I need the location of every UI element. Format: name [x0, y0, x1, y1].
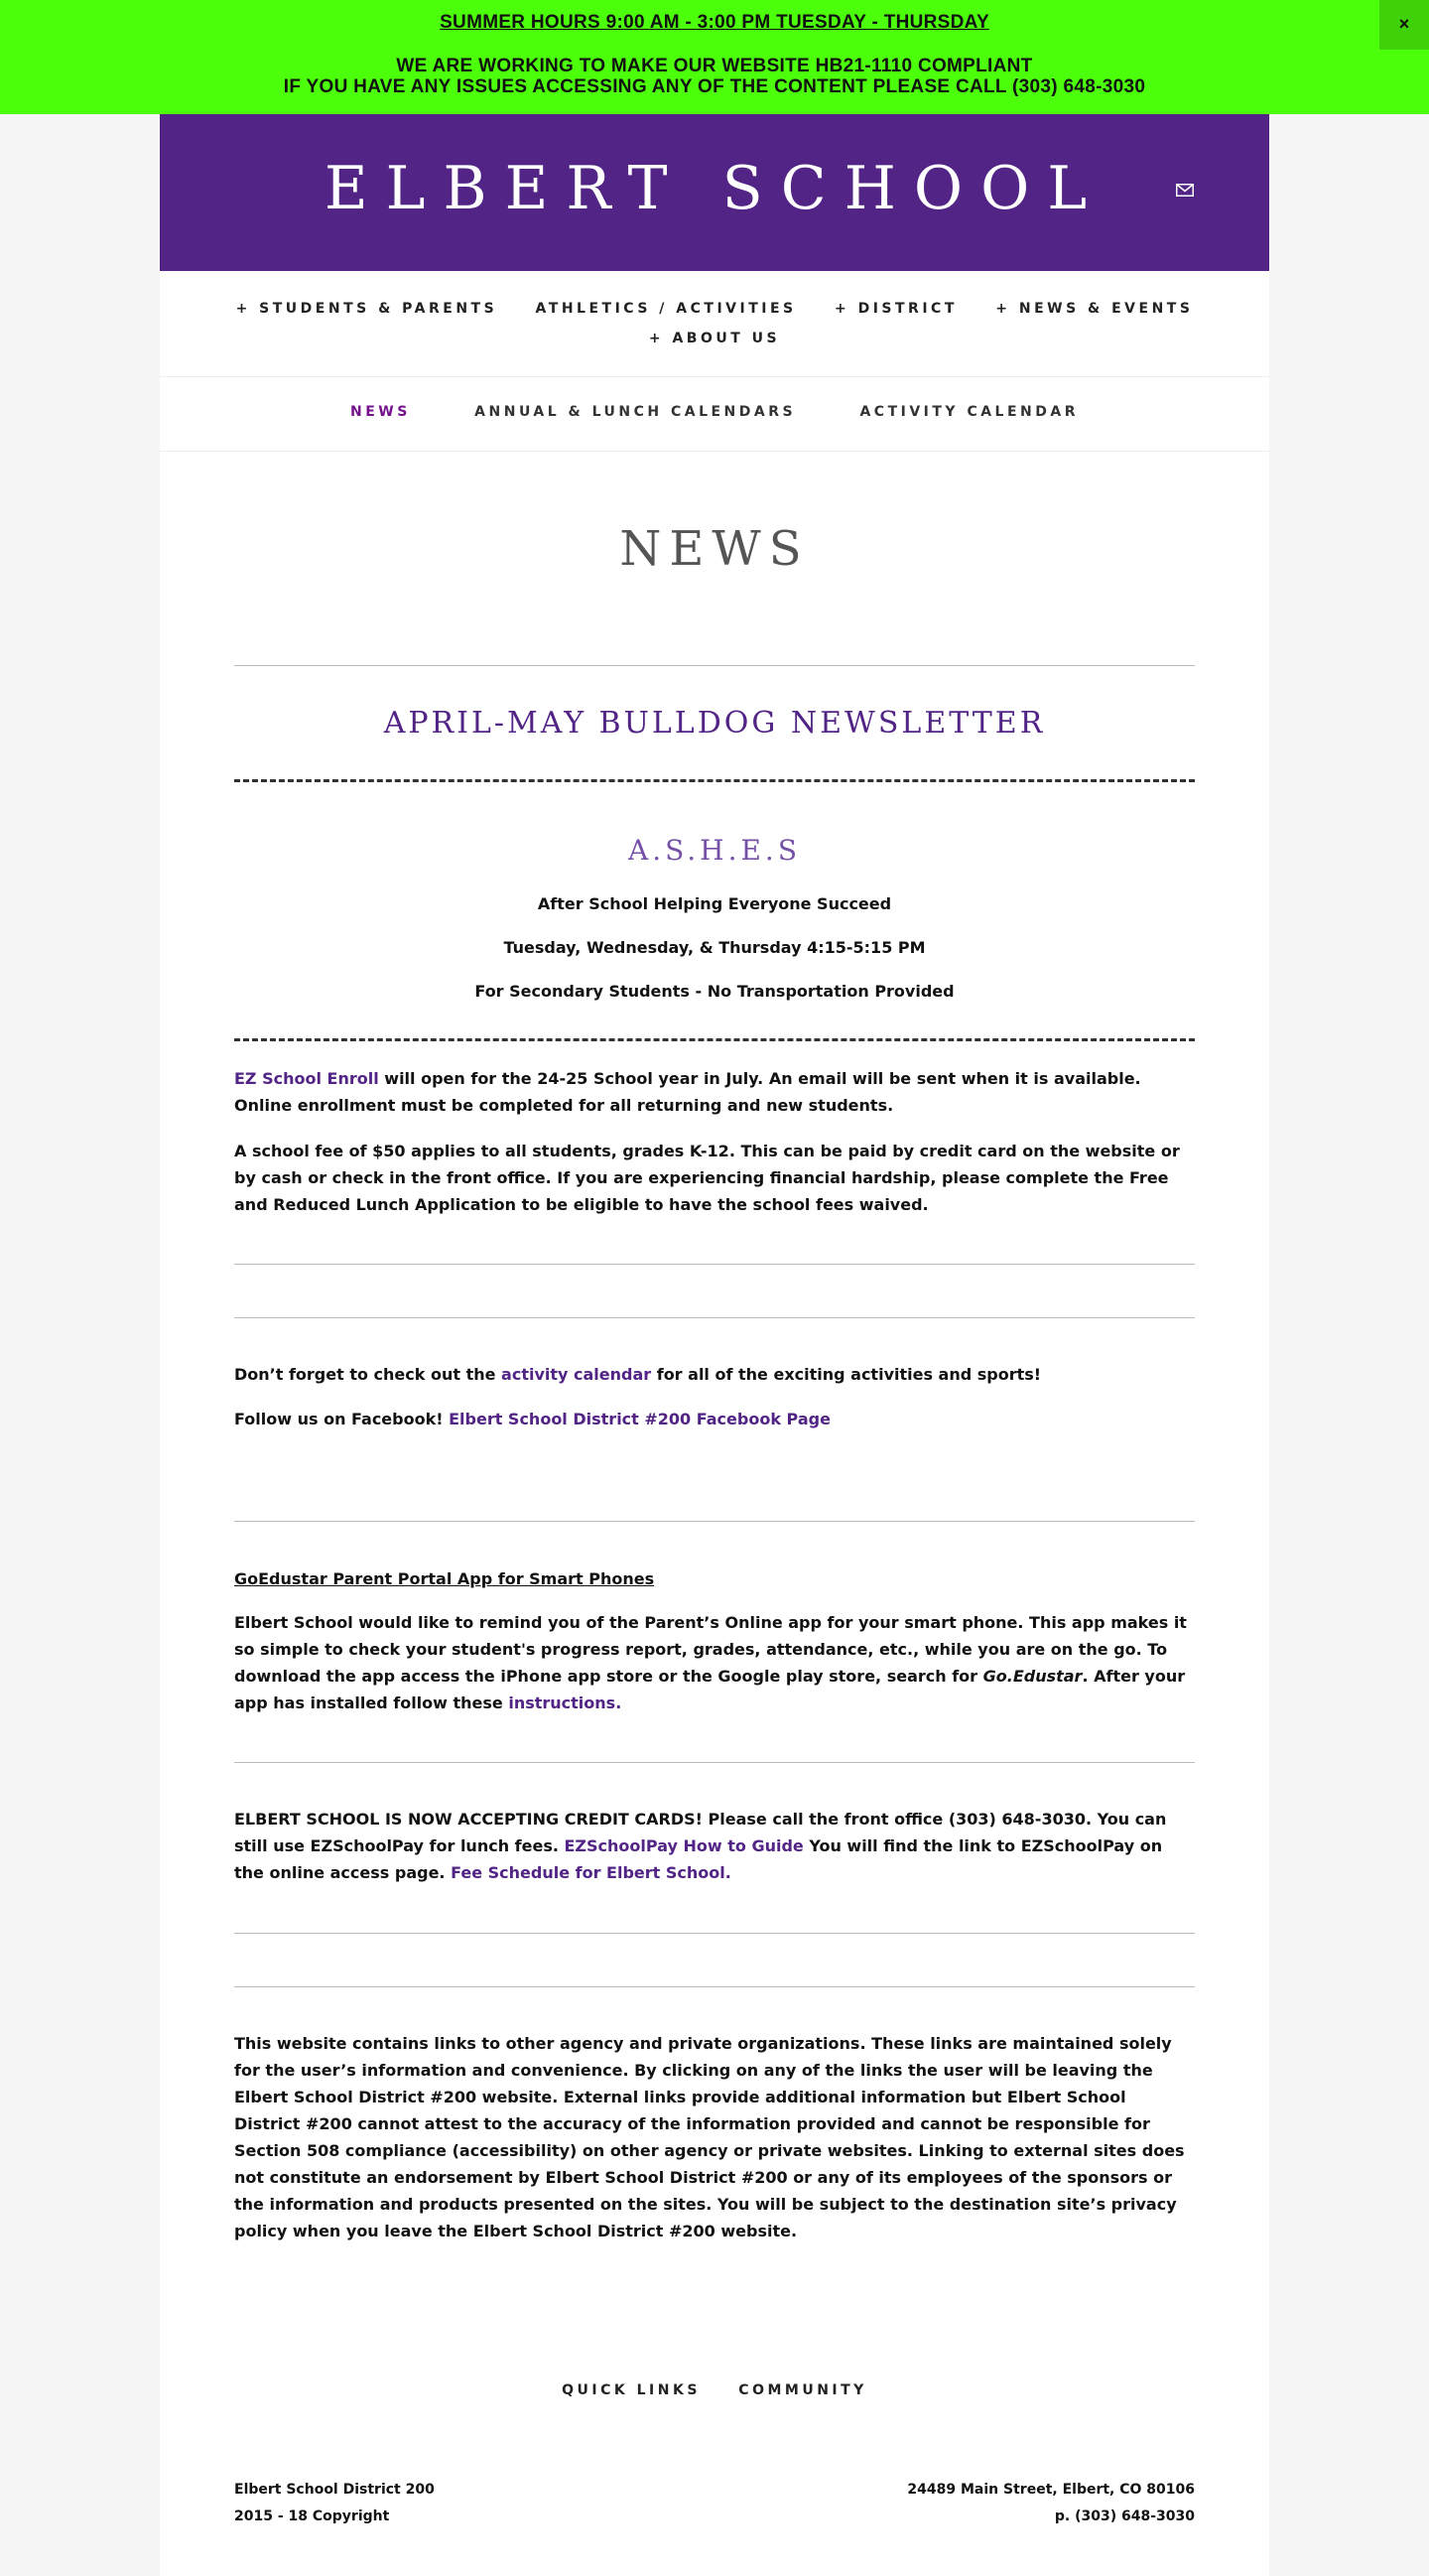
- activity-paragraph: [234, 1361, 1195, 1388]
- footer-right: [907, 2477, 1195, 2530]
- goedustar-heading: GoEdustar Parent Portal App for Smart Phones: [234, 1569, 655, 1588]
- compliance-notice-line2: IF YOU HAVE ANY ISSUES ACCESSING ANY OF THE CONTENT PLEASE CALL (303) 648-3030: [283, 76, 1146, 97]
- sub-nav-row: [160, 404, 1269, 420]
- site-header: [160, 114, 1269, 271]
- enroll-text: will open for the 24-25 School year in July. An email will be sent when it is available. Online enrollment must be completed for all returning and new students.: [234, 1069, 1141, 1115]
- disclaimer-paragraph: This website contains links to other agency and private organizations. These links are maintained solely for the user’s information and convenience. By clicking on any of the links the user will be leaving the Elbert School District #200 website. External links provide additional information but Elbert School District #200 cannot attest to the accuracy of the information provided and cannot be responsible for Section 508 compliance (accessibility) on other agency or private websites. Linking to external sites does not constitute an endorsement by Elbert School District #200 or any of its employees of the sponsors or the information and products presented on the sites. You will be subject to the destination site’s privacy policy when you leave the Elbert School District #200 website.: [234, 2034, 1185, 2240]
- subnav-item-annual-lunch-calendars[interactable]: ANNUAL & LUNCH CALENDARS: [474, 404, 797, 420]
- footer-address: 24489 Main Street, Elbert, CO 80106: [907, 2482, 1195, 2498]
- site-title[interactable]: ELBERT SCHOOL: [324, 154, 1105, 223]
- footer-copyright: 2015 - 18 Copyright: [234, 2508, 390, 2524]
- goedustar-end: .: [615, 1694, 622, 1712]
- goedustar-paragraph: [234, 1609, 1195, 1716]
- close-announcement-button[interactable]: ×: [1379, 0, 1429, 50]
- divider: [234, 1986, 1195, 1987]
- credit-text-2: You will find the link to EZSchoolPay on the online access page.: [234, 1836, 1163, 1882]
- nav-item-district[interactable]: + DISTRICT: [834, 301, 958, 317]
- footer-navigation: [160, 2382, 1269, 2398]
- activity-text-before: Don’t forget to check out the: [234, 1365, 502, 1384]
- page-container: [160, 114, 1269, 2576]
- fee-schedule-link[interactable]: Fee Schedule for Elbert School: [451, 1863, 725, 1882]
- ashes-line-1: After School Helping Everyone Succeed: [537, 894, 892, 913]
- nav-item-athletics-activities[interactable]: ATHLETICS / ACTIVITIES: [535, 301, 797, 317]
- divider: [234, 665, 1195, 666]
- divider: [234, 1933, 1195, 1934]
- activity-calendar-link[interactable]: activity calendar: [501, 1365, 652, 1384]
- credit-text-1: ELBERT SCHOOL IS NOW ACCEPTING CREDIT CARDS! Please call the front office (303) 648-3030. You can still use EZSchoolPay for lunch fees.: [234, 1810, 1167, 1855]
- dashed-divider: [234, 1038, 1195, 1041]
- subnav-item-activity-calendar[interactable]: ACTIVITY CALENDAR: [859, 404, 1079, 420]
- ashes-line-2: Tuesday, Wednesday, & Thursday 4:15-5:15 PM: [503, 938, 926, 957]
- sub-navigation: [160, 376, 1269, 452]
- compliance-notice-line1: WE ARE WORKING TO MAKE OUR WEBSITE HB21-1110 COMPLIANT: [396, 56, 1033, 76]
- nav-item-news-events[interactable]: + NEWS & EVENTS: [995, 301, 1194, 317]
- page-title: NEWS: [619, 521, 810, 577]
- facebook-text: Follow us on Facebook!: [234, 1410, 450, 1428]
- divider: [234, 1762, 1195, 1763]
- footer-left: [234, 2477, 435, 2530]
- envelope-icon[interactable]: [1176, 184, 1194, 197]
- divider: [234, 1317, 1195, 1318]
- enroll-paragraph: [234, 1065, 1195, 1119]
- summer-hours-text: SUMMER HOURS 9:00 AM - 3:00 PM TUESDAY - THURSDAY: [440, 12, 989, 33]
- announcement-bar: [0, 0, 1429, 114]
- main-nav-row-2: [160, 331, 1269, 346]
- nav-item-students-parents[interactable]: + STUDENTS & PARENTS: [235, 301, 498, 317]
- ezschoolpay-guide-link[interactable]: EZSchoolPay How to Guide: [564, 1836, 804, 1855]
- main-navigation: [160, 271, 1269, 377]
- facebook-page-link[interactable]: Elbert School District #200 Facebook Page: [449, 1410, 831, 1428]
- nav-item-about-us[interactable]: + ABOUT US: [648, 331, 781, 346]
- ez-school-enroll-link[interactable]: EZ School Enroll: [234, 1069, 379, 1088]
- goedustar-text-2: . After your app has installed follow these: [234, 1667, 1186, 1712]
- divider: [234, 1264, 1195, 1265]
- goedustar-text-1: Elbert School would like to remind you of the Parent’s Online app for your smart phone. This app makes it so simple to check your student's progress report, grades, attendance, etc., while you are on the go. To download the app access the iPhone app store or the Google play store, search for: [234, 1613, 1187, 1686]
- footer-district-name: Elbert School District 200: [234, 2482, 435, 2498]
- newsletter-link[interactable]: APRIL-MAY BULLDOG NEWSLETTER: [383, 706, 1046, 741]
- ashes-title: A.S.H.E.S: [627, 834, 802, 867]
- divider: [234, 1521, 1195, 1522]
- credit-end: .: [724, 1863, 731, 1882]
- ashes-line-3: For Secondary Students - No Transportation Provided: [474, 982, 955, 1001]
- footer-phone: p. (303) 648-3030: [1054, 2508, 1195, 2524]
- instructions-link[interactable]: instructions: [508, 1694, 616, 1712]
- activity-text-after: for all of the exciting activities and sports!: [651, 1365, 1042, 1384]
- footer-nav-community[interactable]: COMMUNITY: [738, 2382, 867, 2398]
- goedustar-app-name: Go.Edustar: [982, 1667, 1083, 1686]
- footer-nav-quick-links[interactable]: QUICK LINKS: [562, 2382, 701, 2398]
- dashed-divider: [234, 779, 1195, 782]
- credit-card-paragraph: [234, 1806, 1195, 1886]
- subnav-item-news[interactable]: NEWS: [349, 404, 411, 420]
- main-nav-row-1: [160, 301, 1269, 317]
- fee-paragraph: A school fee of $50 applies to all students, grades K-12. This can be paid by credit card on the website or by cash or check in the front office. If you are experiencing financial hardship, please complete the Free and Reduced Lunch Application to be eligible to have the school fees waived.: [234, 1142, 1180, 1214]
- facebook-paragraph: [234, 1406, 1195, 1432]
